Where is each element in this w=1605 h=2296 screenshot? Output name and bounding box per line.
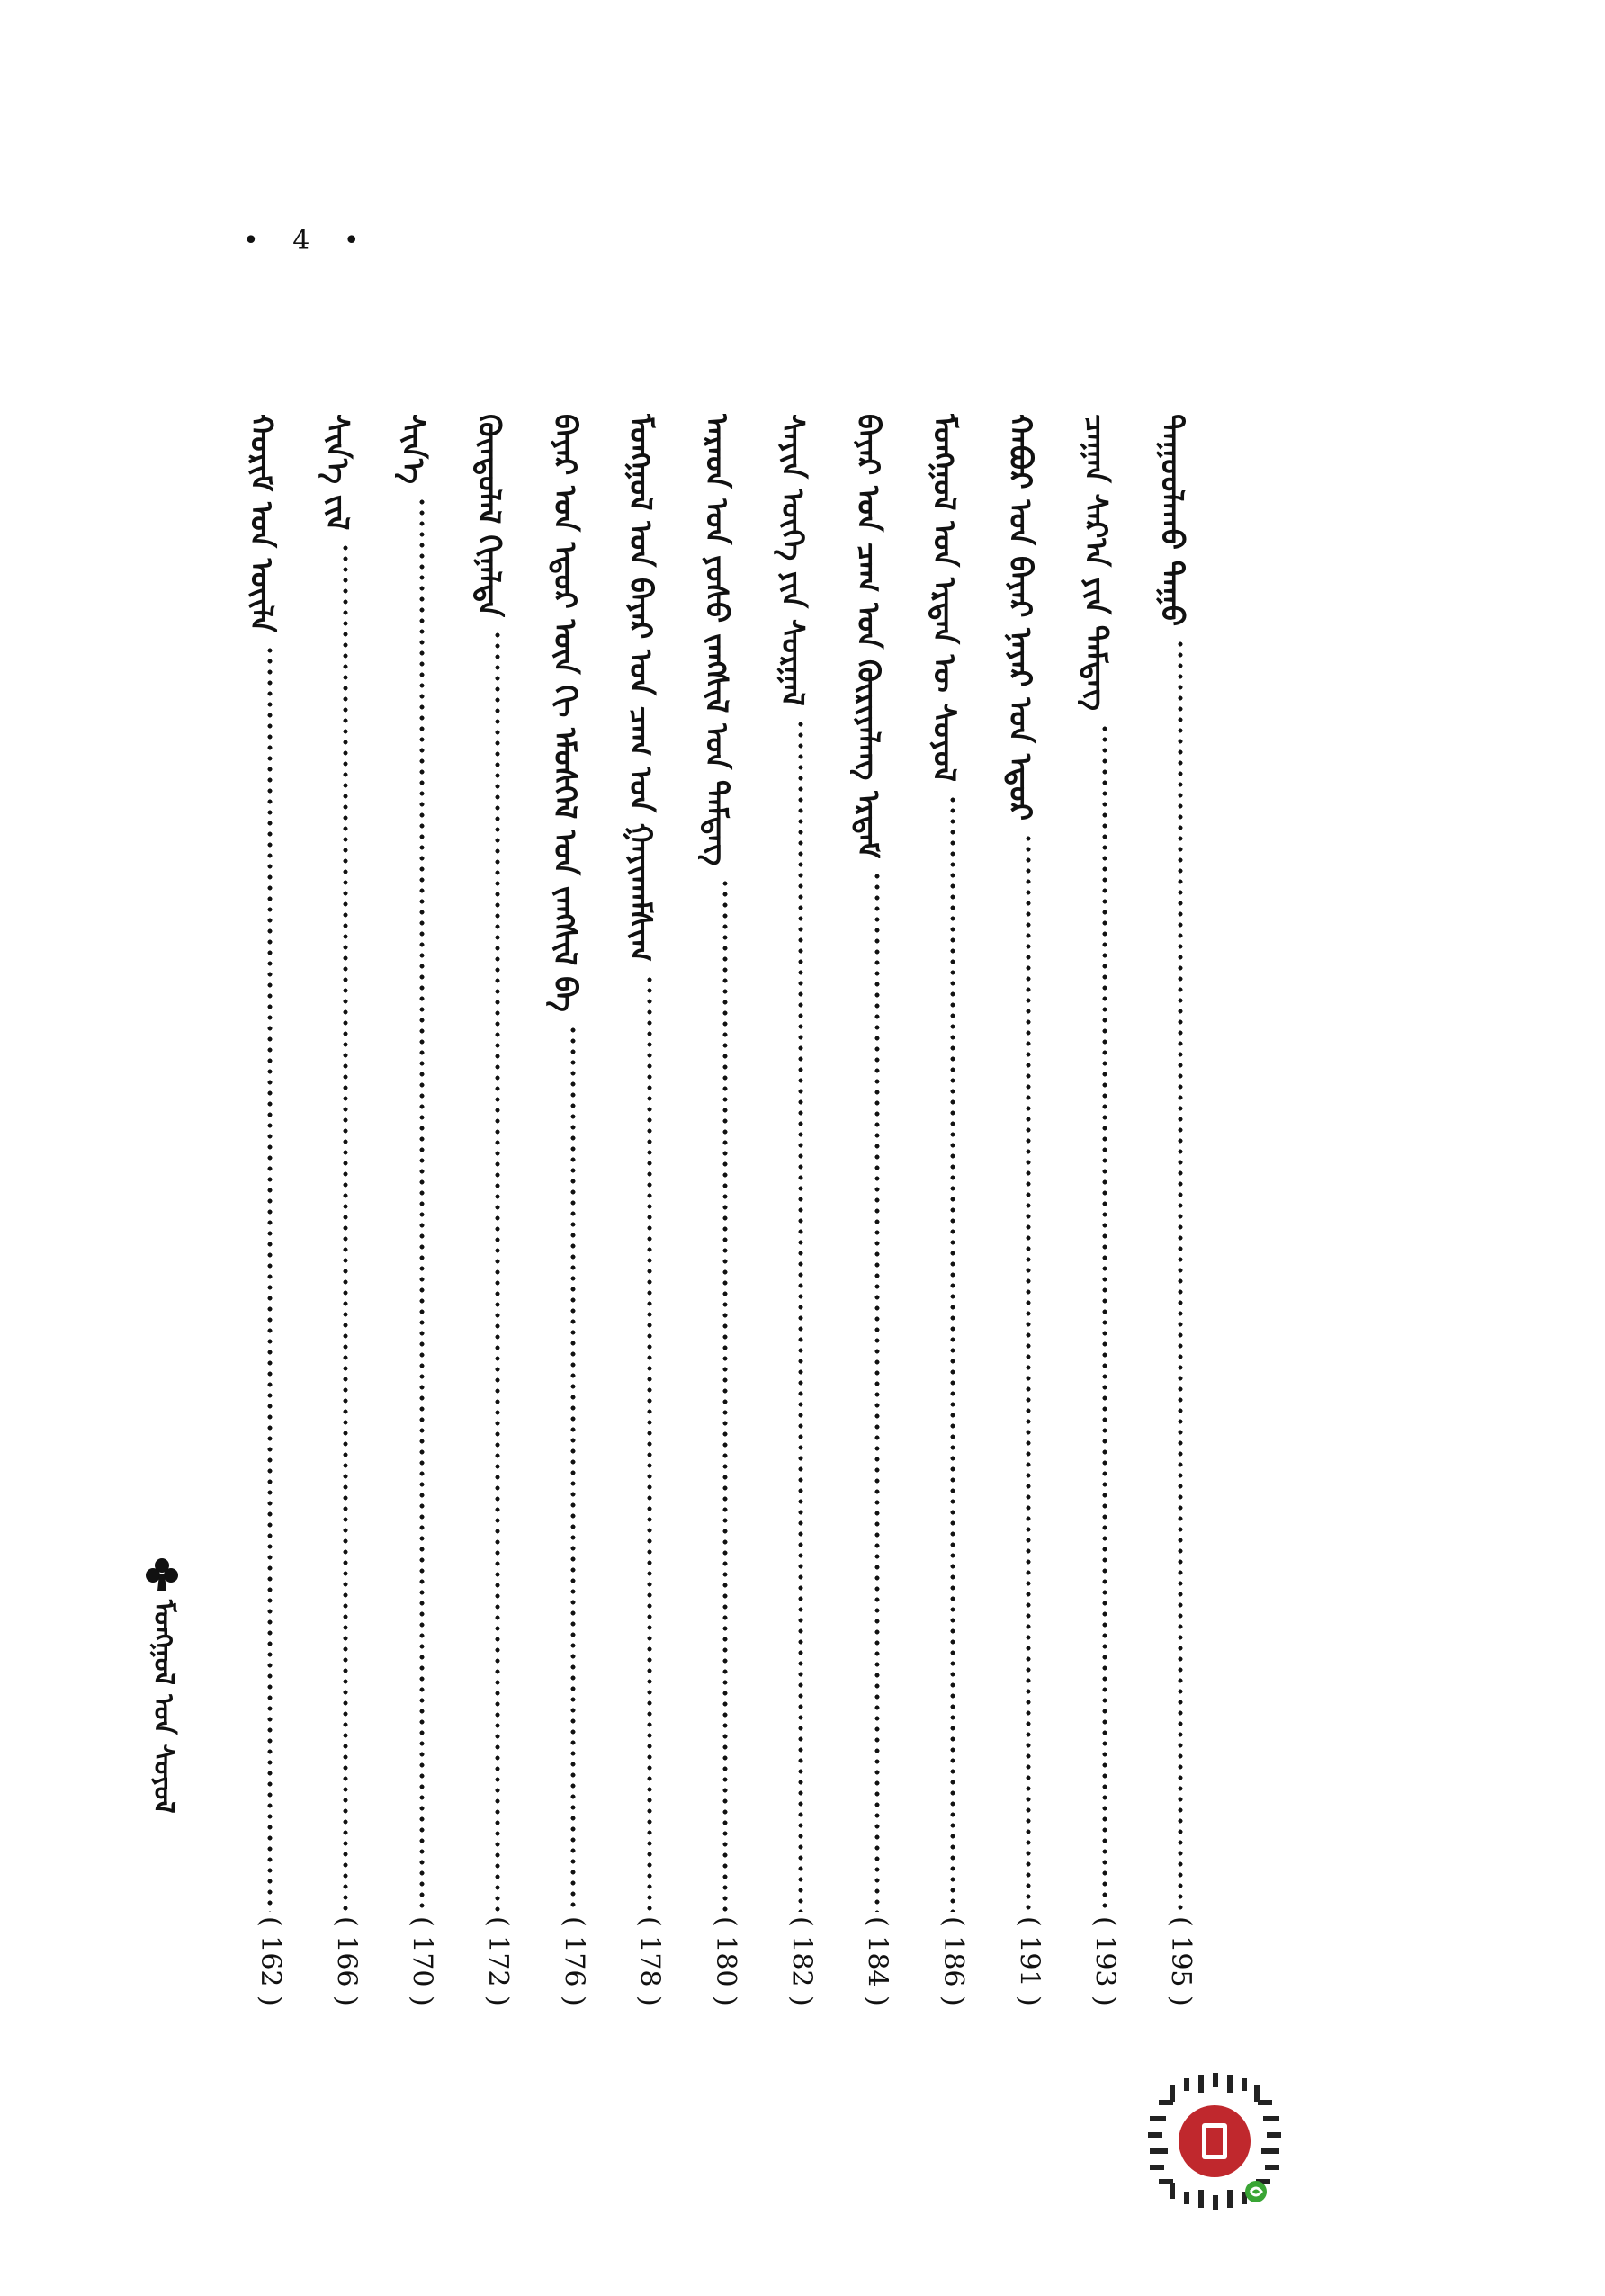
toc-entry-page: ( 184 ) [861, 1916, 893, 2006]
dot-leader [797, 719, 804, 1912]
qr-code-logo[interactable] [1143, 2069, 1287, 2213]
toc-entry-page: ( 186 ) [937, 1916, 969, 2006]
toc-entry-page: ( 180 ) [709, 1916, 741, 2006]
dot-leader [418, 497, 426, 1912]
dot-leader [569, 1025, 577, 1912]
toc-entry-page: ( 178 ) [633, 1916, 666, 2006]
toc-entry[interactable] [622, 414, 677, 2006]
dot-leader [342, 543, 349, 1912]
page-number: • 4 • [243, 225, 372, 256]
toc-entry-page: ( 193 ) [1089, 1916, 1121, 2006]
toc-entry-title: ᠴᠠᠭᠠᠨ ᠰᠠᠷ᠎ᠠ ᠶᠢᠨ ᠲᠡᠮᠳᠡᠭ [1077, 414, 1114, 711]
toc-entry-title: ᠬᠠᠪᠤᠷ ᠤᠨ ᠪᠠᠶᠠᠷ ᠨᠠᠶᠠᠷ ᠤᠨ ᠡᠳᠦᠷ [1001, 414, 1038, 821]
toc-entry-page: ( 176 ) [558, 1916, 590, 2006]
club-suit-icon [144, 1556, 180, 1592]
toc-entry-title: ᠪᠠᠶᠠᠷ ᠤᠨ ᠡᠳᠦᠷ ᠦᠨ ᠬᠢ ᠡᠮᠦᠰᠬᠡᠯ ᠤᠨ ᠵᠠᠩᠰᠢᠯ ᠪᠠ [546, 414, 583, 1012]
toc-entry-page: ( 162 ) [255, 1916, 286, 2006]
toc-entry[interactable] [1001, 414, 1055, 2006]
toc-entry-page: ( 191 ) [1013, 1916, 1045, 2006]
toc-entry[interactable] [394, 414, 449, 2006]
toc-entry[interactable] [1077, 414, 1132, 2006]
toc-entry-page: ( 166 ) [330, 1916, 363, 2006]
toc-entry-title: ᠰᠢᠨ᠎ᠡ [394, 414, 431, 484]
toc-entry-title: ᠳᠠᠭᠤᠤᠯᠠᠬᠤ ᠳᠠᠭᠤ [1152, 414, 1189, 626]
dot-leader [874, 871, 881, 1912]
toc-entry[interactable] [1152, 414, 1207, 2006]
dot-leader [722, 878, 729, 1912]
toc-entry[interactable] [697, 414, 752, 2006]
toc-entry-title: ᠬᠦᠨᠳᠦᠯᠡᠯ ᠬᠢᠨᠠᠯᠲᠠ [470, 414, 507, 617]
toc-entry[interactable] [546, 414, 600, 2006]
dot-leader [494, 630, 501, 1912]
toc-entry-page: ( 182 ) [785, 1916, 818, 2006]
toc-entry-page: ( 170 ) [406, 1916, 438, 2006]
toc-entry-title: ᠪᠠᠶᠠᠷ ᠤᠨ ᠴᠠᠭ ᠤᠨ ᠬᠦᠷᠢᠶᠡᠯᠡᠩ ᠡᠷᠳᠡᠮ [849, 414, 886, 858]
toc-entry[interactable] [774, 414, 828, 2006]
toc-entry-title: ᠮᠣᠩᠭᠣᠯ ᠤᠨ ᠡᠷᠲᠡᠨ ᠦ ᠰᠤᠶᠤᠯ [925, 414, 962, 782]
dot-leader [266, 645, 273, 1912]
running-head [139, 1556, 184, 1853]
dot-leader [1177, 639, 1184, 1912]
toc-entry-title: ᠰᠢᠨ᠎ᠡ ᠵᠢᠯ [318, 414, 355, 530]
toc-entry[interactable] [318, 414, 372, 2006]
toc-entry[interactable] [849, 414, 904, 2006]
dot-leader [1025, 833, 1032, 1912]
toc-entry[interactable] [243, 414, 297, 2006]
dot-leader [949, 794, 956, 1912]
toc-entry-title: ᠮᠣᠩᠭᠣᠯ ᠤᠨ ᠪᠠᠶᠠᠷ ᠤᠨ ᠴᠠᠭ ᠤᠨ ᠭᠠᠶᠢᠬᠠᠮᠰᠢᠭ [622, 414, 659, 962]
toc-entry-title: ᠰᠠᠶᠢᠨ ᠦᠭᠡ ᠶᠢᠨ ᠰᠤᠷᠭᠠᠯ [774, 414, 811, 706]
running-head-title: ᠮᠣᠩᠭᠣᠯ ᠤᠨ ᠰᠣᠶᠤᠯ [148, 1600, 179, 1814]
toc-entry[interactable] [470, 414, 525, 2006]
toc-entry-page: ( 195 ) [1164, 1916, 1197, 2006]
table-of-contents [243, 414, 1207, 2006]
dot-leader [646, 974, 653, 1912]
toc-entry[interactable] [925, 414, 980, 2006]
dot-leader [1101, 723, 1108, 1912]
toc-entry-title: ᠠᠷᠠᠳ ᠤᠨ ᠶᠣᠰᠤ ᠵᠠᠩᠰᠢᠯ ᠤᠨ ᠲᠡᠮᠳᠡᠭ [697, 414, 734, 865]
toc-entry-title: ᠬᠤᠷᠢᠮ ᠤᠨ ᠦᠢᠯᠡ [243, 414, 279, 632]
toc-entry-page: ( 172 ) [481, 1916, 514, 2006]
